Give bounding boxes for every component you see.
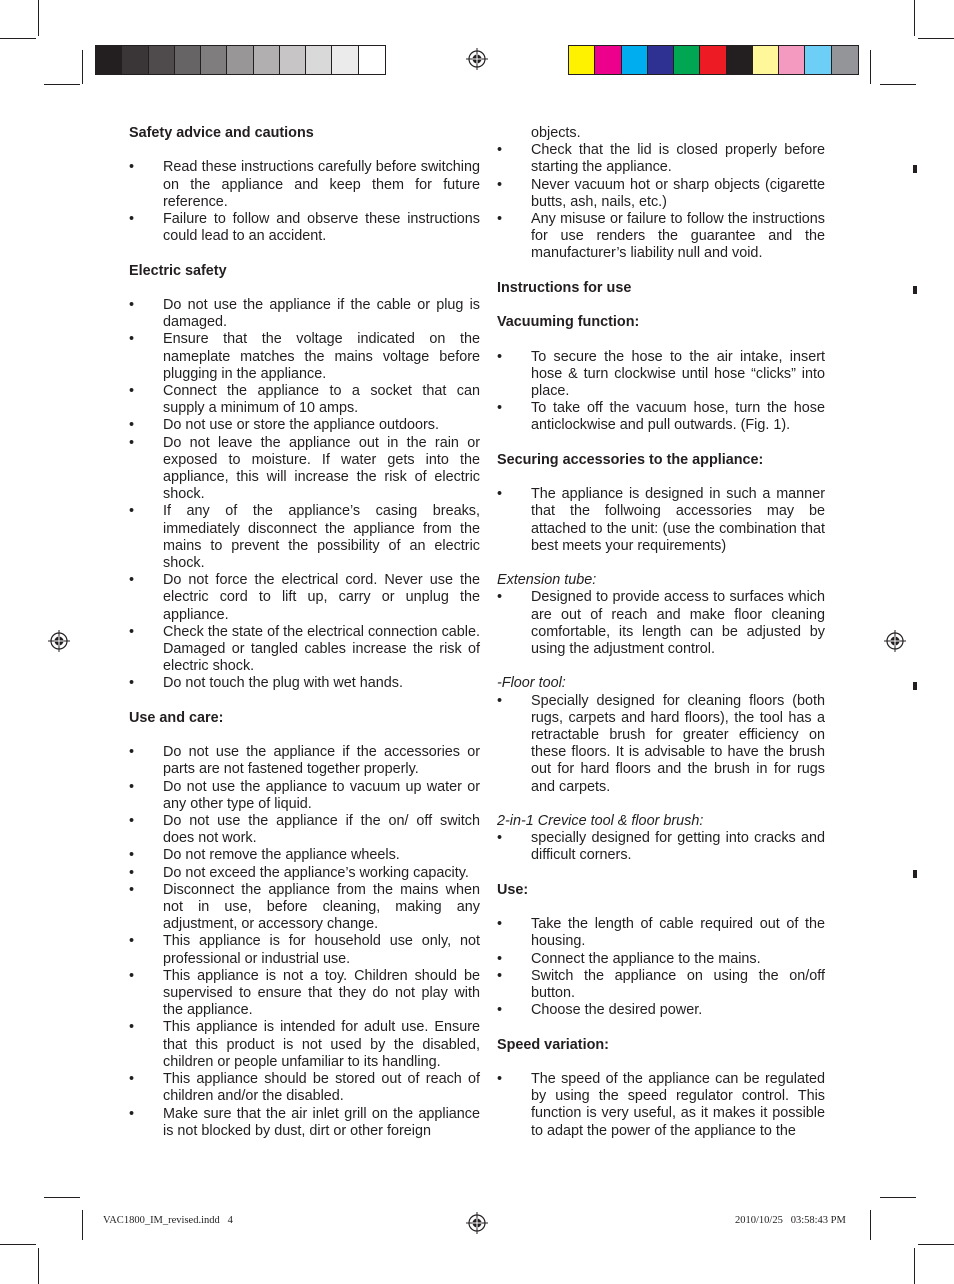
- color-swatch: [96, 46, 122, 74]
- list-item: • Read these instructions carefully before switching on the appliance and keep them for future reference.: [129, 159, 480, 211]
- color-swatch: [280, 46, 306, 74]
- list-item: • Ensure that the voltage indicated on the nameplate matches the mains voltage before plugging in the appliance.: [129, 331, 480, 383]
- crop-mark: [44, 1197, 80, 1198]
- section-heading-accessories: Securing accessories to the appliance:: [497, 451, 764, 468]
- edge-mark: [913, 870, 917, 878]
- crop-mark: [914, 0, 915, 36]
- color-swatch: [122, 46, 148, 74]
- subhead-floor-tool: -Floor tool:: [497, 675, 566, 692]
- color-swatch: [805, 46, 831, 74]
- color-swatch: [595, 46, 621, 74]
- registration-mark-icon: [466, 1212, 488, 1234]
- extension-tube-list: [497, 589, 825, 658]
- list-item: • Do not leave the appliance out in the rain or exposed to moisture. If water gets into the appliance, this will increase the risk of electric shock.: [129, 435, 480, 504]
- list-item: • Take the length of cable required out of the housing.: [497, 916, 825, 950]
- list-item: • This appliance is for household use only, not professional or industrial use.: [129, 933, 480, 967]
- footer-timestamp: 2010/10/25 03:58:43 PM: [735, 1215, 846, 1226]
- list-item: • Designed to provide access to surfaces which are out of reach and make floor cleaning comfortable, its length can be adjusted by using the adjustment control.: [497, 589, 825, 658]
- color-swatch: [254, 46, 280, 74]
- list-item: • Specially designed for cleaning floors (both rugs, carpets and hard floors), the tool has a retractable brush for greater efficiency on these floors. It is advisable to have the brush out for hard floors and the brush in for rugs and carpets.: [497, 693, 825, 796]
- color-swatch: [700, 46, 726, 74]
- crop-mark: [82, 50, 83, 84]
- list-item: • Do not use the appliance if the on/ off switch does not work.: [129, 813, 480, 847]
- list-item: • Connect the appliance to the mains.: [497, 951, 825, 968]
- crop-mark: [870, 50, 871, 84]
- use-list: [497, 916, 825, 1019]
- section-heading-use-and-care: Use and care:: [129, 709, 224, 726]
- crop-mark: [918, 38, 954, 39]
- section-heading-safety: Safety advice and cautions: [129, 125, 314, 141]
- crop-mark: [44, 84, 80, 85]
- color-swatch: [201, 46, 227, 74]
- color-swatch: [779, 46, 805, 74]
- list-item: • Do not force the electrical cord. Never use the electric cord to lift up, carry or unplug the appliance.: [129, 572, 480, 624]
- floor-tool-list: [497, 693, 825, 796]
- color-swatch: [332, 46, 358, 74]
- list-item: • Do not remove the appliance wheels.: [129, 847, 480, 864]
- process-color-bar: [568, 45, 859, 75]
- list-item: • The speed of the appliance can be regulated by using the speed regulator control. This function is very useful, as it makes it possible to adapt the power of the appliance to the: [497, 1071, 825, 1140]
- continued-text: objects.: [531, 125, 581, 141]
- list-item: • Disconnect the appliance from the mains when not in use, before cleaning, making any adjustment, or accessory change.: [129, 882, 480, 934]
- list-item: • To take off the vacuum hose, turn the hose anticlockwise and pull outwards. (Fig. 1).: [497, 400, 825, 434]
- crevice-tool-list: [497, 830, 825, 864]
- list-item: • Do not use or store the appliance outdoors.: [129, 417, 480, 434]
- registration-mark-icon: [466, 48, 488, 70]
- edge-mark: [913, 286, 917, 294]
- list-item: • Do not use the appliance if the cable or plug is damaged.: [129, 297, 480, 331]
- safety-list: [129, 159, 480, 245]
- left-column: [129, 125, 480, 1140]
- right-column: [497, 125, 825, 1140]
- registration-mark-icon: [884, 630, 906, 652]
- vacuuming-list: [497, 349, 825, 435]
- footer-filename: VAC1800_IM_revised.indd 4: [103, 1215, 233, 1226]
- edge-mark: [913, 682, 917, 690]
- electric-safety-list: [129, 297, 480, 693]
- list-item: • Do not use the appliance if the accessories or parts are not fastened together properly.: [129, 744, 480, 778]
- list-item: • Never vacuum hot or sharp objects (cigarette butts, ash, nails, etc.): [497, 177, 825, 211]
- grayscale-color-bar: [95, 45, 386, 75]
- crop-mark: [914, 1248, 915, 1284]
- crop-mark: [880, 1197, 916, 1198]
- list-item: • specially designed for getting into cracks and difficult corners.: [497, 830, 825, 864]
- section-heading-electric-safety: Electric safety: [129, 262, 227, 279]
- color-swatch: [175, 46, 201, 74]
- list-item: • Do not use the appliance to vacuum up water or any other type of liquid.: [129, 779, 480, 813]
- color-swatch: [727, 46, 753, 74]
- section-heading-speed: Speed variation:: [497, 1036, 609, 1053]
- crop-mark: [918, 1244, 954, 1245]
- color-swatch: [674, 46, 700, 74]
- list-item: • This appliance is intended for adult use. Ensure that this product is not used by the disabled, children or people unfamiliar to its handling.: [129, 1019, 480, 1071]
- subhead-crevice-tool: 2-in-1 Crevice tool & floor brush:: [497, 813, 704, 829]
- color-swatch: [359, 46, 385, 74]
- list-item: • If any of the appliance’s casing breaks, immediately disconnect the appliance from the mains to prevent the possibility of an electric shock.: [129, 503, 480, 572]
- safety-list-continued: [497, 142, 825, 262]
- crop-mark: [870, 1210, 871, 1240]
- section-heading-instructions: Instructions for use: [497, 279, 632, 296]
- list-item: • Switch the appliance on using the on/off button.: [497, 968, 825, 1002]
- list-item: • Choose the desired power.: [497, 1002, 825, 1019]
- edge-mark: [913, 165, 917, 173]
- color-swatch: [227, 46, 253, 74]
- color-swatch: [648, 46, 674, 74]
- crop-mark: [0, 1244, 36, 1245]
- accessories-list: [497, 486, 825, 555]
- crop-mark: [38, 0, 39, 36]
- list-item: • Check that the lid is closed properly before starting the appliance.: [497, 142, 825, 176]
- list-item: • Connect the appliance to a socket that can supply a minimum of 10 amps.: [129, 383, 480, 417]
- list-item: • Do not exceed the appliance’s working capacity.: [129, 865, 480, 882]
- color-swatch: [569, 46, 595, 74]
- color-swatch: [753, 46, 779, 74]
- list-item: • This appliance is not a toy. Children should be supervised to ensure that they do not play with the appliance.: [129, 968, 480, 1020]
- crop-mark: [880, 84, 916, 85]
- use-and-care-list: [129, 744, 480, 1140]
- section-heading-vacuuming: Vacuuming function:: [497, 314, 640, 331]
- list-item: • To secure the hose to the air intake, insert hose & turn clockwise until hose “clicks” into place.: [497, 349, 825, 401]
- registration-mark-icon: [48, 630, 70, 652]
- list-item: • The appliance is designed in such a manner that the follwoing accessories may be attached to the unit: (use the combination that best meets your requirements): [497, 486, 825, 555]
- list-item: • Check the state of the electrical connection cable. Damaged or tangled cables increase the risk of electric shock.: [129, 624, 480, 676]
- list-item: • This appliance should be stored out of reach of children and/or the disabled.: [129, 1071, 480, 1105]
- color-swatch: [149, 46, 175, 74]
- color-swatch: [622, 46, 648, 74]
- section-heading-use: Use:: [497, 881, 529, 898]
- list-item: • Do not touch the plug with wet hands.: [129, 675, 480, 692]
- list-item: • Make sure that the air inlet grill on the appliance is not blocked by dust, dirt or other foreign: [129, 1106, 480, 1140]
- crop-mark: [0, 38, 36, 39]
- color-swatch: [306, 46, 332, 74]
- list-item: • Failure to follow and observe these instructions could lead to an accident.: [129, 211, 480, 245]
- speed-list: [497, 1071, 825, 1140]
- list-item: • Any misuse or failure to follow the instructions for use renders the guarantee and the manufacturer’s liability null and void.: [497, 211, 825, 263]
- crop-mark: [38, 1248, 39, 1284]
- subhead-extension-tube: Extension tube:: [497, 572, 597, 589]
- crop-mark: [82, 1210, 83, 1240]
- color-swatch: [832, 46, 858, 74]
